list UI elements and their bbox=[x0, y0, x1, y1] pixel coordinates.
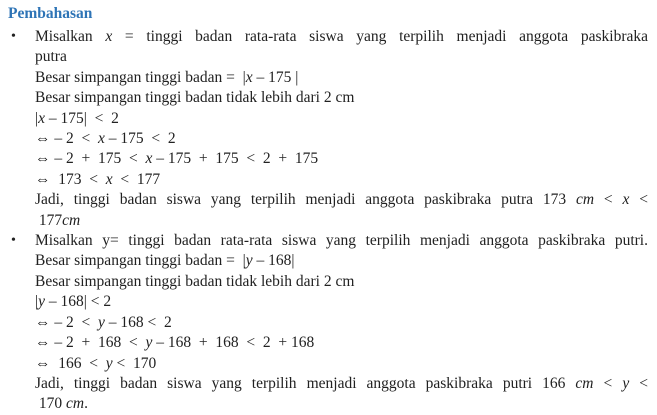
text-segment: < bbox=[629, 374, 648, 392]
text-line bbox=[35, 251, 648, 271]
text-segment: ⇔ – 2 < bbox=[35, 130, 98, 148]
text-segment: < bbox=[629, 191, 649, 209]
bullet-item-putri bbox=[8, 231, 648, 415]
text-segment: ⇔ – 2 + 175 < bbox=[35, 150, 146, 168]
math-variable: cm bbox=[575, 191, 595, 209]
math-variable: x bbox=[245, 68, 253, 86]
math-variable: x bbox=[145, 150, 153, 168]
bullet-content-putri bbox=[35, 231, 648, 415]
math-variable: y bbox=[622, 374, 630, 392]
text-segment: – 175| < 2 bbox=[45, 109, 119, 127]
text-segment: ⇔ 173 < bbox=[35, 170, 106, 188]
text-segment: putra bbox=[35, 48, 67, 66]
bullet-marker-icon: • bbox=[11, 233, 16, 249]
text-line bbox=[35, 374, 648, 394]
text-line bbox=[35, 292, 648, 312]
text-line bbox=[35, 68, 648, 88]
text-line bbox=[35, 109, 648, 129]
text-line bbox=[35, 27, 648, 47]
text-segment: = tinggi badan rata-rata siswa yang terpilih menjadi anggota paskibraka bbox=[112, 28, 648, 45]
text-segment: . bbox=[84, 395, 88, 413]
text-segment: 170 bbox=[35, 395, 66, 413]
text-segment: Misalkan bbox=[35, 28, 106, 45]
text-segment: 177 bbox=[35, 211, 63, 229]
text-line bbox=[35, 47, 648, 67]
text-segment: | bbox=[35, 293, 39, 311]
text-line bbox=[35, 88, 648, 108]
bullet-item-putra bbox=[8, 27, 648, 231]
text-line bbox=[35, 129, 648, 149]
text-line bbox=[35, 211, 648, 231]
text-line bbox=[35, 231, 648, 251]
text-segment: < bbox=[594, 191, 623, 209]
math-variable: x bbox=[105, 28, 113, 45]
text-segment: Jadi, tinggi badan siswa yang terpilih menjadi anggota paskibraka putra 173 bbox=[35, 191, 576, 209]
text-segment: ⇔ – 2 < bbox=[35, 313, 98, 331]
text-line bbox=[35, 170, 648, 190]
text-segment: Misalkan y= tinggi badan rata-rata siswa yang terpilih menjadi anggota paskibraka putri. bbox=[35, 232, 648, 250]
text-segment: – 168| < 2 bbox=[45, 293, 112, 311]
text-segment: Besar simpangan tinggi badan tidak lebih dari 2 cm bbox=[35, 272, 355, 290]
text-line bbox=[35, 354, 648, 374]
text-segment: – 175 < 2 bbox=[104, 130, 176, 148]
text-segment: – 175 + 175 < 2 + 175 bbox=[152, 150, 319, 168]
math-variable: y bbox=[145, 334, 153, 352]
text-segment: Jadi, tinggi badan siswa yang terpilih menjadi anggota paskibraka putri 166 bbox=[35, 374, 576, 392]
text-segment: Besar simpangan tinggi badan = | bbox=[35, 68, 246, 86]
bullet-content-putra bbox=[35, 27, 648, 231]
math-variable: cm bbox=[62, 211, 81, 229]
text-line bbox=[35, 313, 648, 333]
text-segment: Besar simpangan tinggi badan = | bbox=[35, 252, 246, 270]
math-variable: x bbox=[105, 170, 113, 188]
text-segment: Besar simpangan tinggi badan tidak lebih dari 2 cm bbox=[35, 89, 355, 107]
text-segment: – 168 < 2 bbox=[104, 313, 172, 331]
text-segment: – 168 + 168 < 2 + 168 bbox=[152, 334, 315, 352]
section-heading: Pembahasan bbox=[8, 5, 93, 22]
text-segment: < 170 bbox=[112, 354, 157, 372]
math-variable: x bbox=[98, 130, 105, 148]
math-variable: cm bbox=[575, 374, 594, 392]
text-line bbox=[35, 149, 648, 169]
text-line bbox=[35, 272, 648, 292]
text-segment: – 175 | bbox=[252, 68, 299, 86]
text-segment: | bbox=[35, 109, 39, 127]
text-segment: ⇔ – 2 + 168 < bbox=[35, 334, 146, 352]
math-variable: x bbox=[38, 109, 45, 127]
math-variable: y bbox=[38, 293, 45, 311]
math-variable: y bbox=[245, 252, 253, 270]
text-segment: < 177 bbox=[112, 170, 161, 188]
math-variable: y bbox=[98, 313, 105, 331]
text-line bbox=[35, 333, 648, 353]
bullet-marker-icon: • bbox=[11, 29, 16, 44]
text-segment: < bbox=[593, 374, 623, 392]
text-segment: ⇔ 166 < bbox=[35, 354, 106, 372]
math-variable: y bbox=[105, 354, 113, 372]
math-variable: x bbox=[622, 191, 630, 209]
text-segment: – 168| bbox=[252, 252, 295, 270]
text-line bbox=[35, 190, 648, 210]
math-variable: cm bbox=[66, 395, 85, 413]
